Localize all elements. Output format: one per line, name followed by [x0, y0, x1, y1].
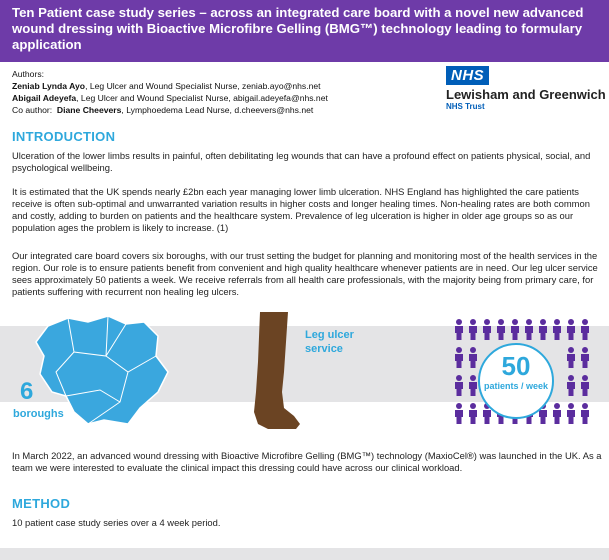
nhs-logo: NHS	[446, 66, 489, 85]
nhs-organisation: Lewisham and Greenwich	[446, 87, 606, 102]
leg-illustration	[238, 312, 308, 430]
paragraph-maxiocel: In March 2022, an advanced wound dressing with Bioactive Microfibre Gelling (BMG™) technology (MaxioCel®) was launched in the UK. As a team we were interested to evaluate the clinical impact this dressing could have across our clinical workload.	[12, 450, 602, 473]
leg-icon	[238, 312, 308, 430]
authors-block	[12, 68, 432, 116]
poster-title: Ten Patient case study series – across an integrated care board with a novel new advanced wound dressing with Bioactive Microfibre Gelling (BMG™) technology leading to formulary application	[12, 5, 584, 52]
authors-heading: Authors:	[12, 69, 45, 79]
nhs-logo-block	[446, 66, 606, 111]
coauthor: Co author: Diane Cheevers, Lymphoedema Lead Nurse, d.cheevers@nhs.net	[12, 105, 314, 115]
patients-label: patients / week	[483, 381, 549, 391]
intro-paragraph-1: Ulceration of the lower limbs results in painful, often debilitating leg wounds that can have a profound effect on patients physical, social, and psychological wellbeing.	[12, 150, 591, 173]
method-text: 10 patient case study series over a 4 week period.	[12, 517, 221, 528]
method-heading: METHOD	[12, 496, 71, 511]
intro-paragraph-3: Our integrated care board covers six boroughs, with our trust setting the budget for planning and monitoring most of the health services in the region. Our role is to ensure patients benefit from convenient and high quality healthcare whenever patients are in need. Our leg ulcer service sees approximately 50 patients a week. We receive referrals from all health care professionals, with the majority being from primary care, for patients suffering with recurrent non healing leg ulcers.	[12, 250, 598, 297]
boroughs-number: 6	[20, 378, 34, 405]
boroughs-label: boroughs	[13, 408, 64, 420]
patients-number: 50	[501, 351, 531, 381]
patients-per-week-badge	[478, 343, 554, 419]
leg-ulcer-service-label: Leg ulcer service	[305, 329, 354, 355]
nhs-trust-label: NHS Trust	[446, 102, 485, 111]
author-1: Zeniab Lynda Ayo, Leg Ulcer and Wound Specialist Nurse, zeniab.ayo@nhs.net	[12, 81, 321, 91]
intro-paragraph-2: It is estimated that the UK spends nearly £2bn each year managing lower limb ulceration. NHS England has highlighted the care patients receive is often sub-optimal and unwarranted variation results in higher costs and longer healing times. Non-healing rates are both common and costly, adding to burden on patients and the healthcare system. Prevalence of leg ulceration is higher in older age groups so as our population ages the problem is likely to increase. (1)	[12, 186, 590, 233]
title-banner	[0, 0, 609, 62]
author-2: Abigail Adeyefa, Leg Ulcer and Wound Specialist Nurse, abigail.adeyefa@nhs.net	[12, 93, 328, 103]
footer-band	[0, 548, 609, 560]
introduction-heading: INTRODUCTION	[12, 129, 116, 144]
